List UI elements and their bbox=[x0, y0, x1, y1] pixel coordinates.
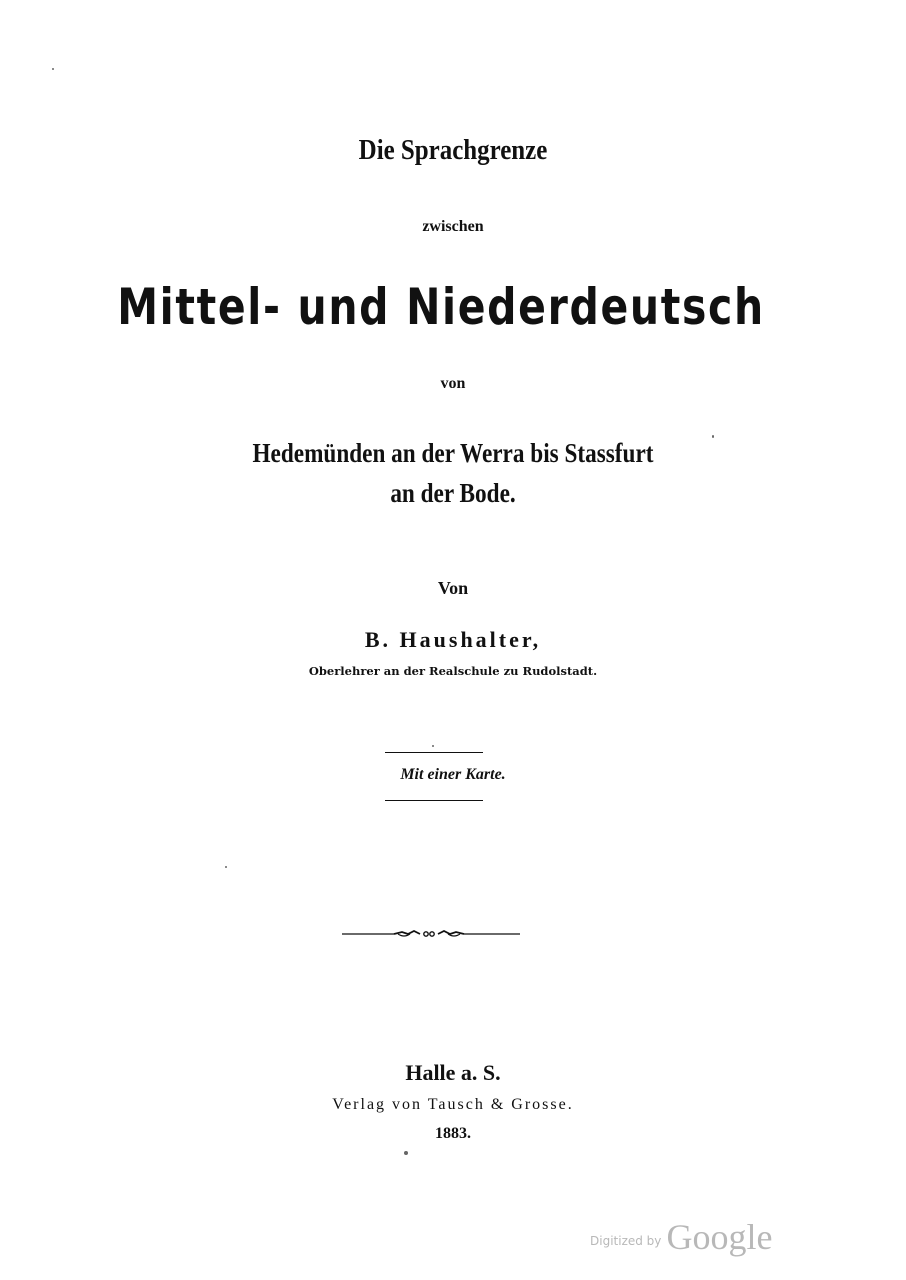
title-line-4: von bbox=[440, 375, 466, 392]
by-label: Von bbox=[437, 578, 469, 598]
ink-speck bbox=[225, 866, 227, 868]
ink-speck bbox=[52, 68, 54, 70]
imprint-city: Halle a. S. bbox=[405, 1060, 501, 1085]
watermark-prefix: Digitized by bbox=[590, 1234, 662, 1248]
imprint-year: 1883. bbox=[435, 1125, 471, 1142]
ink-speck bbox=[404, 1151, 408, 1155]
map-note: Mit einer Karte. bbox=[400, 766, 506, 783]
ink-speck bbox=[432, 745, 434, 747]
title-line-2: zwischen bbox=[422, 218, 484, 235]
imprint-publisher: Verlag von Tausch & Grosse. bbox=[332, 1096, 574, 1113]
digitized-watermark bbox=[590, 1216, 772, 1258]
main-title: Mittel- und Niederdeutsch bbox=[117, 278, 765, 336]
subtitle-line-1: Hedemünden an der Werra bis Stassfurt bbox=[252, 438, 654, 468]
author-affiliation: Oberlehrer an der Realschule zu Rudolstadt. bbox=[308, 664, 598, 678]
subtitle-line-2: an der Bode. bbox=[390, 478, 516, 508]
divider-top bbox=[385, 752, 483, 753]
ornament-divider-icon bbox=[342, 926, 522, 942]
watermark-brand: Google bbox=[666, 1217, 773, 1257]
title-line-1: Die Sprachgrenze bbox=[358, 134, 548, 166]
divider-bottom bbox=[385, 800, 483, 801]
author-name: B. Haushalter, bbox=[364, 627, 542, 652]
ink-speck bbox=[712, 435, 714, 438]
